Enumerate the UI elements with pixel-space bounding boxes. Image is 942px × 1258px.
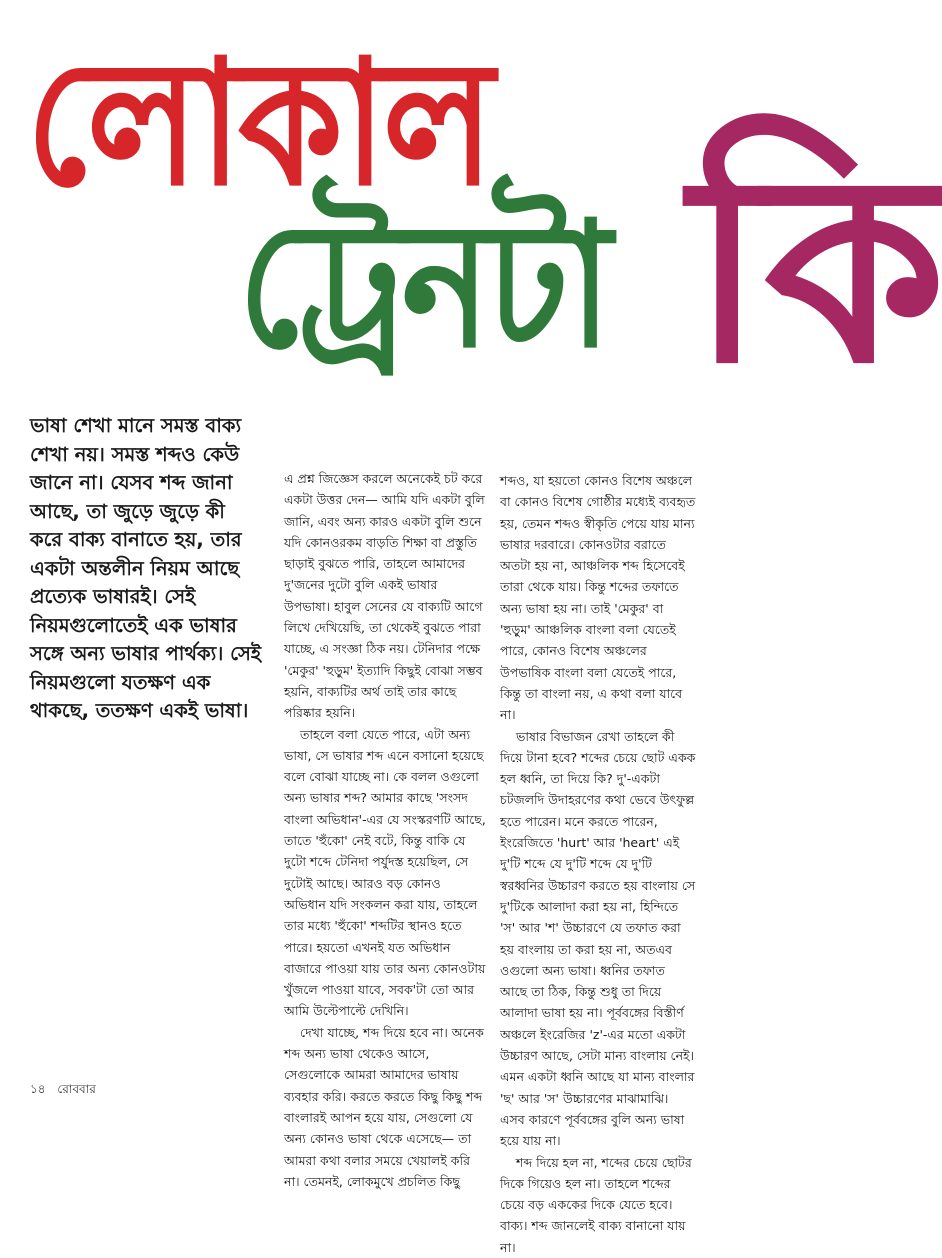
column3-paragraph-2: ভাষার বিভাজন রেখা তাহলে কী দিয়ে টানা হবে? শব্দের চেয়ে ছোট একক হল ধ্বনি, তা দিয়ে কি? দু'-একটা চটজলদি উদাহরণের কথা ভেবে উৎফুল্ল হতে পারেন। মনে করতে পারেন, ইংরেজিতে 'hurt' আর 'heart' এই দু'টি শব্দে যে দু'টি শব্দে যে দু'টি স্বরধ্বনির উচ্চারণ করতে হয় বাংলায় সে দু'টিকে আলাদা করা হয় না, হিন্দিতে 'স' আর 'শ' উচ্চারণে যে তফাত করা হয় বাংলায় তা করা হয় না, অতএব ওগুলো অন্য ভাষা। ধ্বনির তফাত আছে তা ঠিক, কিন্তু শুধু তা দিয়ে আলাদা ভাষা হয় না। পূর্ববঙ্গের বিস্তীর্ণ অঞ্চলে ইংরেজির 'z'-এর মতো একটা উচ্চারণ আছে, সেটা মান্য বাংলায় নেই। এমন একটা ধ্বনি আছে যা মান্য বাংলার 'ছ' আর 'স' উচ্চারণের মাঝামাঝি। এসব কারণে পূর্ববঙ্গের বুলি অন্য ভাষা হয়ে যায় না। <box>500 728 696 1149</box>
column2-paragraph-3: দেখা যাচ্ছে, শব্দ দিয়ে হবে না। অনেক শব্দ অন্য ভাষা থেকেও আসে, সেগুলোকে আমরা আমাদের ভাষায় ব্যবহার করি। করতে করতে কিছু কিছু শব্দ বাংলারই আপন হয়ে যায়, সেগুলো যে অন্য কোনও ভাষা থেকে এসেছে— তা আমরা কথা বলার সময়ে খেয়ালই করি না। তেমনই, লোকমুখে প্রচলিত কিছু <box>284 1024 484 1189</box>
headline-line-2: ট্রেনটা <box>238 186 609 387</box>
headline-line-3: কি <box>690 119 942 421</box>
intro-paragraph: ভাষা শেখা মানে সমস্ত বাক্য শেখা নয়। সমস্ত শব্দও কেউ জানে না। যেসব শব্দ জানা আছে, তা জুড়ে জুড়ে কী করে বাক্য বানাতে হয়, তার একটা অন্তলীন নিয়ম আছে প্রত্যেক ভাষারই। সেই নিয়মগুলোতেই এক ভাষার সঙ্গে অন্য ভাষার পার্থক্য। সেই নিয়মগুলো যতক্ষণ এক থাকছে, ততক্ষণ একই ভাষা। <box>30 414 262 722</box>
magazine-name: রোববার <box>57 1082 96 1096</box>
column2-paragraph-2: তাহলে বলা যেতে পারে, এটা অন্য ভাষা, সে ভাষার শব্দ এনে বসানো হয়েছে বলে বোঝা যাচ্ছে না। কে বলল ওগুলো অন্য ভাষার শব্দ? আমার কাছে 'সংসদ বাংলা অভিধান'-এর যে সংস্করণটি আছে, তাতে 'হুঁকো' নেই বটে, কিন্তু বাকি যে দুটো শব্দে টেনিদা পর্যুদস্ত হয়েছিল, সে দুটোই আছে। আরও বড় কোনও অভিধান যদি সংকলন করা যায়, তাহলে তার মধ্যে 'হুঁকো' শব্দটির স্থানও হতে পারে। হয়তো এখনই যত অভিধান বাজারে পাওয়া যায় তার অন্য কোনওটায় খুঁজলে পাওয়া যাবে, সবক'টা তো আর আমি উল্টেপাল্টে দেখিনি। <box>284 726 486 1019</box>
page-number: ১৪ <box>30 1082 46 1096</box>
article-column-2 <box>284 468 486 1192</box>
headline <box>0 0 942 421</box>
article-column-3 <box>500 470 696 1258</box>
column3-paragraph-1: শব্দও, যা হয়তো কোনও বিশেষ অঞ্চলে বা কোনও বিশেষ গোষ্ঠীর মধ্যেই ব্যবহৃত হয়, তেমন শব্দও স্বীকৃতি পেয়ে যায় মান্য ভাষার দরবারে। কোনওটার বরাতে অতটা হয় না, আঞ্চলিক শব্দ হিসেবেই তারা থেকে যায়। কিন্তু শব্দের তফাতে অন্য ভাষা হয় না। তাই 'মেকুর' বা 'হুড়ুম' আঞ্চলিক বাংলা বলা যেতেই পারে, কোনও বিশেষ অঞ্চলের উপভাষিক বাংলা বলা যেতেই পারে, কিন্তু তা বাংলা নয়, এ কথা বলা যাবে না। <box>500 473 696 723</box>
column3-paragraph-3: শব্দ দিয়ে হল না, শব্দের চেয়ে ছোটর দিকে গিয়েও হল না। তাহলে শব্দের চেয়ে বড় এককের দিকে যেতে হবে। বাক্য। শব্দ জানলেই বাক্য বানানো যায় না। <box>500 1154 692 1255</box>
page-folio <box>30 1081 96 1101</box>
column2-paragraph-1: এ প্রশ্ন জিজ্ঞেস করলে অনেকেই চট করে একটা উত্তর দেন— আমি যদি একটা বুলি জানি, এবং অন্য কারও একটা বুলি শুনে যদি কোনওরকম বাড়তি শিক্ষা বা প্রস্তুতি ছাড়াই বুঝতে পারি, তাহলে আমাদের দু'জনের দুটো বুলি একই ভাষার উপভাষা। হাবুল সেনের যে বাক্যটি আগে লিখে দেখিয়েছি, তা থেকেই বুঝতে পারা যাচ্ছে, এ সংজ্ঞা ঠিক নয়। টেনিদার পক্ষে 'মেকুর' 'হুড়ুম' ইত্যাদি কিছুই বোঝা সম্ভব হয়নি, বাক্যটির অর্থ তাই তার কাছে পরিষ্কার হয়নি। <box>284 471 485 721</box>
headline-line-1: লোকাল <box>26 24 491 225</box>
